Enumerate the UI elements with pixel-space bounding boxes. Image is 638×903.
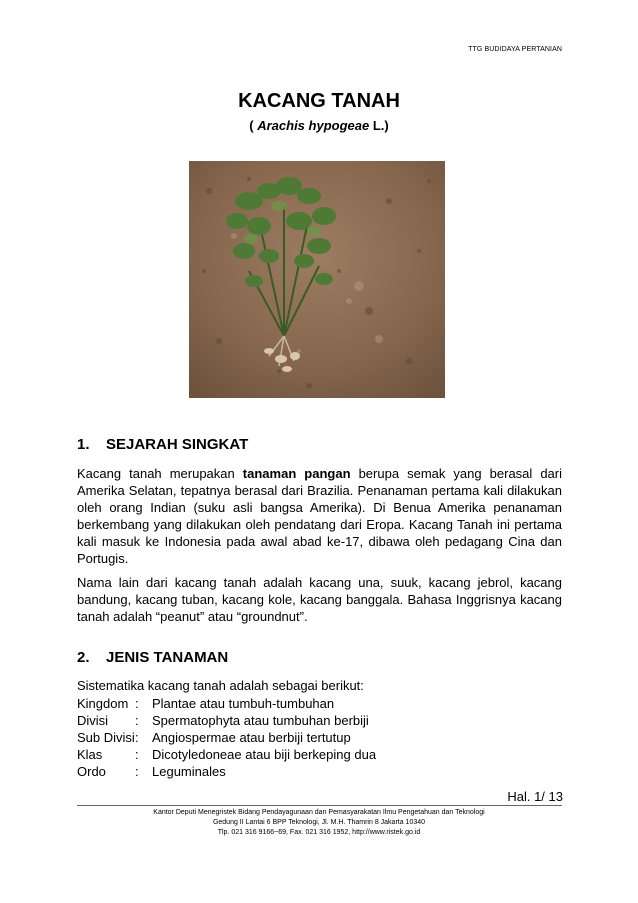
taxonomy-colon: : [135, 713, 139, 728]
taxonomy-value: Spermatophyta atau tumbuhan berbiji [152, 713, 369, 728]
page-number: Hal. 1/ 13 [507, 789, 563, 804]
scientific-name: Arachis hypogeae [257, 118, 370, 133]
taxonomy-key: Sub Divisi [77, 730, 135, 745]
taxonomy-colon: : [135, 696, 139, 711]
taxonomy-value: Angiospermae atau berbiji tertutup [152, 730, 351, 745]
footer-line1: Kantor Deputi Menegristek Bidang Pendayagunaan dan Pemasyarakatan Ilmu Pengetahuan dan Teknologi [153, 809, 485, 816]
taxonomy-key: Ordo [77, 764, 106, 779]
section2-number: 2. [77, 649, 90, 666]
page-subtitle [0, 118, 638, 133]
section2-heading [77, 649, 228, 666]
peanut-plant-photo [189, 161, 445, 398]
taxonomy-value: Leguminales [152, 764, 226, 779]
taxonomy-row-kingdom [77, 695, 376, 712]
page-title: KACANG TANAH [238, 90, 400, 112]
taxonomy-row-klas [77, 746, 376, 763]
section1-paragraph2: Nama lain dari kacang tanah adalah kacang una, suuk, kacang jebrol, kacang bandung, kacang tuban, kacang kole, kacang banggala. Bahasa Inggrisnya kacang tanah adalah “peanut” atau “groundnut”. [77, 575, 562, 624]
taxonomy-list [77, 695, 376, 780]
header-label: TTG BUDIDAYA PERTANIAN [468, 46, 562, 53]
footer-line3: Tlp. 021 316 9166~69, Fax. 021 316 1952, http://www.ristek.go.id [217, 829, 421, 836]
section1-heading-text: SEJARAH SINGKAT [106, 436, 249, 453]
peanut-plant-illustration [189, 161, 445, 398]
taxonomy-row-divisi [77, 712, 376, 729]
section1-p1-before: Kacang tanah merupakan [77, 466, 243, 481]
section1-p1-bold: tanaman pangan [242, 466, 351, 481]
footer-divider [77, 805, 562, 806]
section1-p1-after: berupa semak yang berasal dari Amerika Selatan, tepatnya berasal dari Brazilia. Penanaman pertama kali dilakukan oleh orang Indian (suku asli bangsa Amerika). Di Benua Amerika penanaman berkembang yang dilakukan oleh pendatang dari Eropa. Kacang Tanah ini pertama kali masuk ke Indonesia pada awal abad ke-17, dibawa oleh pedagang Cina dan Portugis. [77, 466, 563, 566]
section1-number: 1. [77, 436, 90, 453]
subtitle-open: ( [249, 118, 258, 133]
taxonomy-key: Kingdom [77, 696, 129, 711]
section1-paragraph1 [77, 465, 562, 567]
taxonomy-colon: : [135, 747, 139, 762]
taxonomy-colon: : [135, 764, 139, 779]
taxonomy-row-ordo [77, 763, 376, 780]
taxonomy-key: Divisi [77, 713, 109, 728]
taxonomy-value: Plantae atau tumbuh-tumbuhan [152, 696, 335, 711]
taxonomy-intro: Sistematika kacang tanah adalah sebagai berikut: [77, 678, 364, 693]
section2-heading-text: JENIS TANAMAN [106, 649, 229, 666]
taxonomy-row-sub-divisi [77, 729, 376, 746]
footer-line2: Gedung II Lantai 6 BPP Teknologi, Jl. M.H. Thamrin 8 Jakarta 10340 [212, 819, 426, 826]
taxonomy-key: Klas [77, 747, 103, 762]
section1-heading [77, 436, 248, 453]
subtitle-close: L.) [369, 118, 389, 133]
taxonomy-colon: : [135, 730, 139, 745]
taxonomy-value: Dicotyledoneae atau biji berkeping dua [152, 747, 377, 762]
